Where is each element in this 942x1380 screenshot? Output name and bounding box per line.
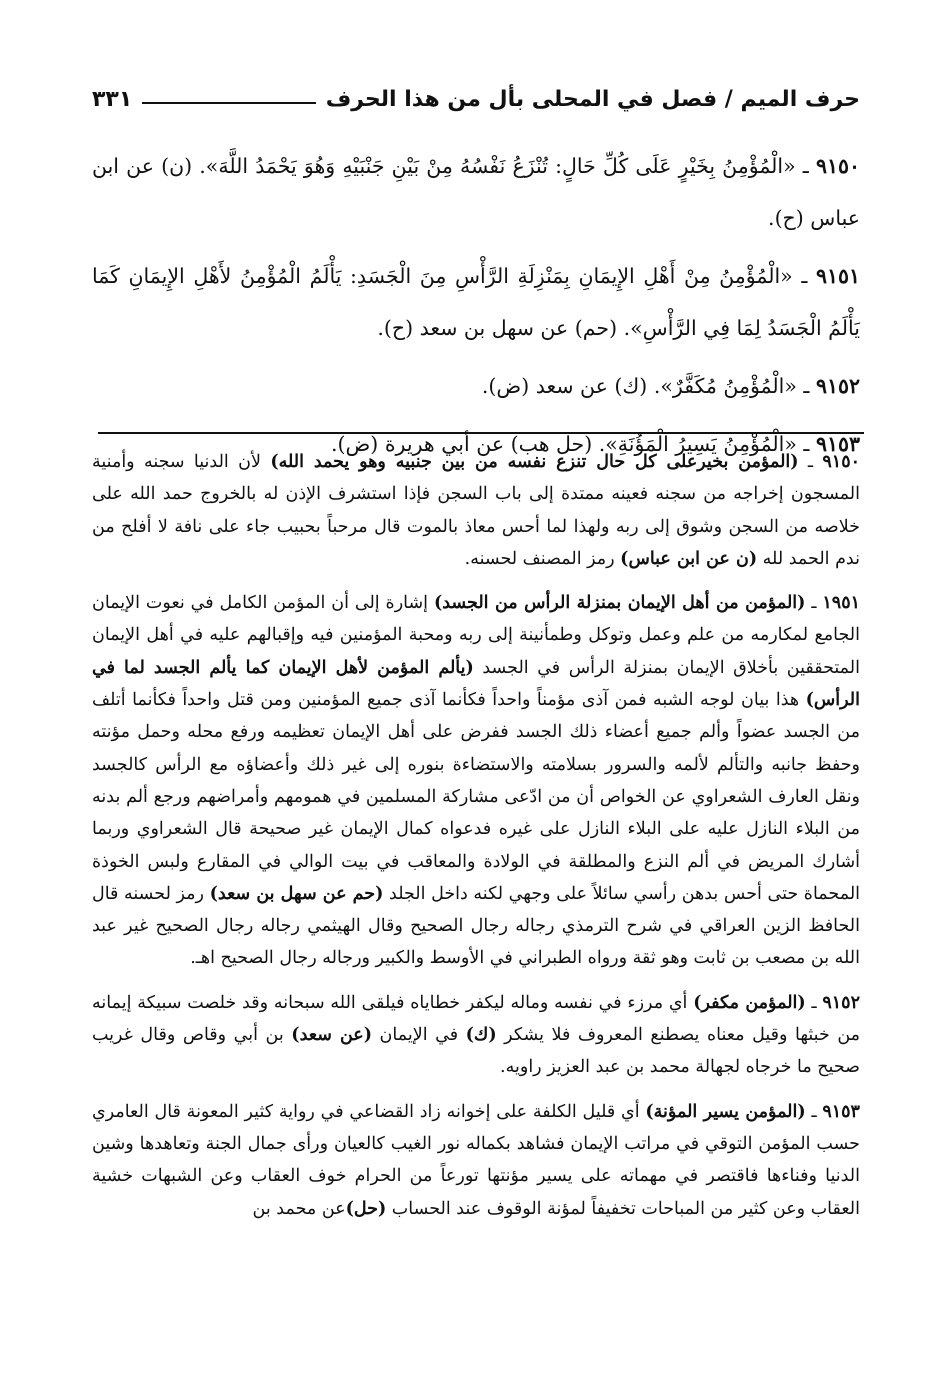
hadith-text-block: [92, 140, 860, 476]
commentary-lemma: (المؤمن بخيرعلى كل حال تنزع نفسه من بين جنبيه وهو يحمد الله): [270, 452, 799, 472]
hadith-entry: ٩١٥٢ ـ «الْمُؤْمِنُ مُكَفَّرٌ». (ك) عن سعد (ض).: [481, 374, 860, 398]
commentary-number: ٩١٥٣: [822, 1101, 860, 1122]
commentary-source: (ن عن ابن عباس): [620, 548, 758, 569]
page-number: ٣٣١: [92, 87, 133, 112]
hadith-number: ٩١٥٣: [815, 432, 860, 456]
commentary-text: عن محمد بن: [252, 1198, 346, 1219]
commentary-lemma: (المؤمن من أهل الإيمان بمنزلة الرأس من الجسد): [433, 593, 806, 614]
commentary-source: (حل): [345, 1198, 387, 1219]
commentary-block: [92, 446, 860, 1237]
commentary-number: ٩١٥٢: [822, 992, 860, 1013]
hadith-text: «الْمُؤْمِنُ مُكَفَّرٌ». (ك) عن سعد (ض).: [481, 374, 797, 398]
hadith-number: ٩١٥١: [815, 264, 860, 288]
page-header: [92, 72, 860, 112]
commentary-text: بن أبي وقاص وقال غريب صحيح ما خرجاه لجهالة محمد بن عبد العزيز راويه.: [92, 1025, 860, 1078]
chapter-title: حرف الميم / فصل في المحلى بأل من هذا الحرف: [325, 87, 860, 112]
commentary-source: (ك): [465, 1025, 497, 1046]
hadith-entry: ٩١٥٣ ـ «الْمُؤْمِنُ يَسِيرُ الْمَؤُنَةِ». (حل هب) عن أبي هريرة (ض).: [331, 432, 860, 456]
commentary-text: لأن الدنيا سجنه وأمنية المسجون إخراجه من سجنه فعينه ممتدة إلى باب السجن فإذا استشرف الإذن له بالخروج حمد الله على خلاصه من السجن وشوق إلى ربه ولهذا لما أحس معاذ بالموت قال مرحباً بحبيب جاء على نافة لا أفلح من ندم الحمد لله: [92, 452, 860, 569]
commentary-text: رمز لحسنه قال الحافظ الزين العراقي في شرح الترمذي رجاله رجال الصحيح وقال الهيثمي رجاله رجال الصحيح غير عبد الله بن مصعب بن ثابت وهو ثقة ورواه الطبراني في الأوسط والكبير ورجاله رجال الصحيح اهـ.: [92, 883, 860, 969]
hadith-entry: ٩١٥٠ ـ «الْمُؤْمِنُ بِخَيْرٍ عَلَى كُلِّ حَالٍ: تُنْزَعُ نَفْسُهُ مِنْ بَيْنِ جَنْبَيْهِ وَهُوَ يَحْمَدُ اللَّهَ». (ن) عن ابن عباس (ح).: [92, 154, 860, 230]
hadith-text: «الْمُؤْمِنُ بِخَيْرٍ عَلَى كُلِّ حَالٍ: تُنْزَعُ نَفْسُهُ مِنْ بَيْنِ جَنْبَيْهِ وَهُوَ يَحْمَدُ اللَّهَ». (ن) عن ابن عباس (ح).: [92, 154, 860, 230]
commentary-quote: (يألم المؤمن لأهل الإيمان كما يألم الجسد لما في الرأس): [92, 657, 860, 711]
section-divider: [98, 432, 864, 434]
header-rule: [142, 102, 315, 104]
hadith-entry: ٩١٥١ ـ «الْمُؤْمِنُ مِنْ أَهْلِ الإِيمَانِ بِمَنْزِلَةِ الرَّأْسِ مِنَ الْجَسَدِ: يَأْلَمُ الْمُؤْمِنُ لأَهْلِ الإِيمَانِ كَمَا يَأْلَمُ الْجَسَدُ لِمَا فِي الرَّأْسِ». (حم) عن سهل بن سعد (ح).: [92, 264, 860, 340]
commentary-entry: ٩١٥٢ ـ (المؤمن مكفر) أي مرزء في نفسه وماله ليكفر خطاياه فيلقى الله سبحانه وقد خلصت سبيكة إيمانه من خبثها وقيل معناه يصطنع المعروف فلا يشكر (ك) في الإيمان (عن سعد) بن أبي وقاص وقال غريب صحيح ما خرجاه لجهالة محمد بن عبد العزيز راويه.: [92, 992, 861, 1078]
commentary-entry: ١٩٥١ ـ (المؤمن من أهل الإيمان بمنزلة الرأس من الجسد) إشارة إلى أن المؤمن الكامل في نعوت الإيمان الجامع لمكارمه من علم وعمل وتوكل وطمأنينة إلى ربه ومحبة المؤمنين فيه وإقبالهم عليه في أهل الإيمان المتحققين بأخلاق الإيمان بمنزلة الرأس في الجسد (يألم المؤمن لأهل الإيمان كما يألم الجسد لما في الرأس) هذا بيان لوجه الشبه فمن آذى مؤمناً واحداً فكأنما آذى جميع المؤمنين ومن قتل واحداً فكأنما أتلف من الجسد عضواً وألم جميع أعضاء ذلك الجسد ففرض على أهل الإيمان تعظيمه ورفع محله وحمل مؤنته وحفظ جانبه والتألم لألمه والسرور بسلامته والاستضاءة بنوره إلى غير ذلك وأعضاؤه مع الرأس كالجسد ونقل العارف الشعراوي عن الخواص أن من ادّعى مشاركة المسلمين في همومهم وأمراضهم ورجع ألم بدنه من البلاء النازل عليه على البلاء النازل على غيره فدعواه كمال الإيمان غير صحيحة قال الشعراوي وربما أشارك المريض في ألم النزع والمطلقة في الولادة والمعاقب في بيت الوالي في المقارع ولبس الخوذة المحماة حتى أحس بدهن رأسي سائلاً على وجهي لكنه داخل الجلد (حم عن سهل بن سعد) رمز لحسنه قال الحافظ الزين العراقي في شرح الترمذي رجاله رجال الصحيح وقال الهيثمي رجاله رجال الصحيح غير عبد الله بن مصعب بن ثابت وهو ثقة ورواه الطبراني في الأوسط والكبير ورجاله رجال الصحيح اهـ.: [92, 593, 861, 969]
commentary-source: (حم عن سهل بن سعد): [209, 883, 384, 904]
commentary-text: في الإيمان: [372, 1025, 466, 1046]
hadith-text: «الْمُؤْمِنُ مِنْ أَهْلِ الإِيمَانِ بِمَنْزِلَةِ الرَّأْسِ مِنَ الْجَسَدِ: يَأْلَمُ الْمُؤْمِنُ لأَهْلِ الإِيمَانِ كَمَا يَأْلَمُ الْجَسَدُ لِمَا فِي الرَّأْسِ». (حم) عن سهل بن سعد (ح).: [92, 264, 860, 340]
commentary-source: (عن سعد): [291, 1025, 372, 1046]
commentary-entry: ٩١٥٣ ـ (المؤمن يسير المؤنة) أي قليل الكلفة على إخوانه زاد القضاعي في رواية كثير المعونة قال العامري حسب المؤمن التوقي في مراتب الإيمان فشاهد بكماله نور الغيب كالعيان ورأى جمال الجنة وتعاهدها وشين الدنيا وفناءها فاقتصر في مهماته على يسير مؤنتها تورعاً من الحرام خوف العقاب وعن الشبهات خشية العقاب وعن كثير من المباحات تخفيفاً لمؤنة الوقوف عند الحساب (حل)عن محمد بن: [92, 1101, 860, 1219]
hadith-number: ٩١٥٠: [815, 154, 860, 178]
commentary-text: هذا بيان لوجه الشبه فمن آذى مؤمناً واحداً فكأنما آذى جميع المؤمنين ومن قتل واحداً فكأنما أتلف من الجسد عضواً وألم جميع أعضاء ذلك الجسد ففرض على أهل الإيمان تعظيمه ورفع محله وحمل مؤنته وحفظ جانبه والتألم لألمه والسرور بسلامته والاستضاءة بنوره إلى غير ذلك وأعضاؤه مع الرأس كالجسد ونقل العارف الشعراوي عن الخواص أن من ادّعى مشاركة المسلمين في همومهم وأمراضهم ورجع ألم بدنه من البلاء النازل عليه على البلاء النازل على غيره فدعواه كمال الإيمان غير صحيحة قال الشعراوي وربما أشارك المريض في ألم النزع والمطلقة في الولادة والمعاقب في بيت الوالي في المقارع ولبس الخوذة المحماة حتى أحس بدهن رأسي سائلاً على وجهي لكنه داخل الجلد: [92, 690, 861, 904]
commentary-lemma: (المؤمن مكفر): [693, 992, 806, 1013]
commentary-number: ٩١٥٠: [822, 452, 860, 472]
commentary-text: رمز المصنف لحسنه.: [464, 548, 621, 569]
commentary-text: أي قليل الكلفة على إخوانه زاد القضاعي في رواية كثير المعونة قال العامري حسب المؤمن التوقي في مراتب الإيمان فشاهد بكماله نور الغيب كالعيان ورأى جمال الجنة وتعاهدها وشين الدنيا وفناءها فاقتصر في مهماته على يسير مؤنتها تورعاً من الحرام خوف العقاب وعن الشبهات خشية العقاب وعن كثير من المباحات تخفيفاً لمؤنة الوقوف عند الحساب: [92, 1101, 860, 1219]
commentary-text: إشارة إلى أن المؤمن الكامل في نعوت الإيمان الجامع لمكارمه من علم وعمل وتوكل وطمأنينة إلى ربه ومحبة المؤمنين فيه وإقبالهم عليه في أهل الإيمان المتحققين بأخلاق الإيمان بمنزلة الرأس في الجسد: [92, 593, 860, 678]
hadith-text: «الْمُؤْمِنُ يَسِيرُ الْمَؤُنَةِ». (حل هب) عن أبي هريرة (ض).: [331, 432, 797, 456]
commentary-text: أي مرزء في نفسه وماله ليكفر خطاياه فيلقى الله سبحانه وقد خلصت سبيكة إيمانه من خبثها وقيل معناه يصطنع المعروف فلا يشكر: [92, 992, 861, 1046]
commentary-number: ١٩٥١: [822, 593, 860, 614]
commentary-lemma: (المؤمن يسير المؤنة): [645, 1101, 806, 1122]
hadith-number: ٩١٥٢: [815, 374, 860, 398]
commentary-entry: ٩١٥٠ ـ (المؤمن بخيرعلى كل حال تنزع نفسه من بين جنبيه وهو يحمد الله) لأن الدنيا سجنه وأمنية المسجون إخراجه من سجنه فعينه ممتدة إلى باب السجن فإذا استشرف الإذن له بالخروج حمد الله على خلاصه من السجن وشوق إلى ربه ولهذا لما أحس معاذ بالموت قال مرحباً بحبيب جاء على نافة لا أفلح من ندم الحمد لله (ن عن ابن عباس) رمز المصنف لحسنه.: [92, 452, 860, 569]
